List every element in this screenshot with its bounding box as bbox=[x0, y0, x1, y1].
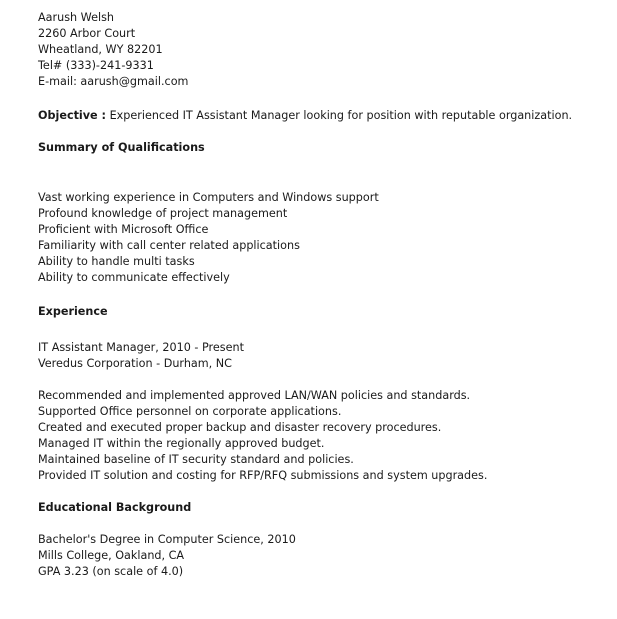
objective-line bbox=[38, 108, 608, 124]
contact-street: 2260 Arbor Court bbox=[38, 27, 136, 40]
contact-email: E-mail: aarush@gmail.com bbox=[38, 75, 189, 88]
qualifications-heading: Summary of Qualifications bbox=[38, 141, 205, 154]
list-item: Recommended and implemented approved LAN/WAN policies and standards. bbox=[38, 389, 471, 402]
experience-title: IT Assistant Manager, 2010 - Present bbox=[38, 341, 244, 354]
experience-heading: Experience bbox=[38, 305, 108, 318]
resume-document bbox=[38, 10, 608, 580]
education-heading: Educational Background bbox=[38, 501, 192, 514]
experience-duties-list bbox=[38, 388, 608, 484]
list-item: Vast working experience in Computers and Windows support bbox=[38, 191, 379, 204]
contact-city-state-zip: Wheatland, WY 82201 bbox=[38, 43, 163, 56]
list-item: Proficient with Microsoft Office bbox=[38, 223, 209, 236]
contact-block bbox=[38, 10, 608, 90]
education-degree: Bachelor's Degree in Computer Science, 2010 bbox=[38, 533, 296, 546]
education-gpa: GPA 3.23 (on scale of 4.0) bbox=[38, 565, 184, 578]
contact-name: Aarush Welsh bbox=[38, 11, 114, 24]
objective-text: Experienced IT Assistant Manager looking for position with reputable organization. bbox=[106, 109, 573, 122]
list-item: Maintained baseline of IT security standard and policies. bbox=[38, 453, 354, 466]
list-item: Supported Office personnel on corporate applications. bbox=[38, 405, 342, 418]
qualifications-list bbox=[38, 190, 608, 286]
list-item: Familiarity with call center related applications bbox=[38, 239, 300, 252]
experience-company: Veredus Corporation - Durham, NC bbox=[38, 357, 232, 370]
list-item: Profound knowledge of project management bbox=[38, 207, 288, 220]
contact-phone: Tel# (333)-241-9331 bbox=[38, 59, 154, 72]
list-item: Managed IT within the regionally approved budget. bbox=[38, 437, 325, 450]
objective-label: Objective : bbox=[38, 109, 107, 122]
list-item: Ability to handle multi tasks bbox=[38, 255, 195, 268]
list-item: Created and executed proper backup and disaster recovery procedures. bbox=[38, 421, 442, 434]
list-item: Ability to communicate effectively bbox=[38, 271, 230, 284]
list-item: Provided IT solution and costing for RFP/RFQ submissions and system upgrades. bbox=[38, 469, 488, 482]
education-school: Mills College, Oakland, CA bbox=[38, 549, 185, 562]
